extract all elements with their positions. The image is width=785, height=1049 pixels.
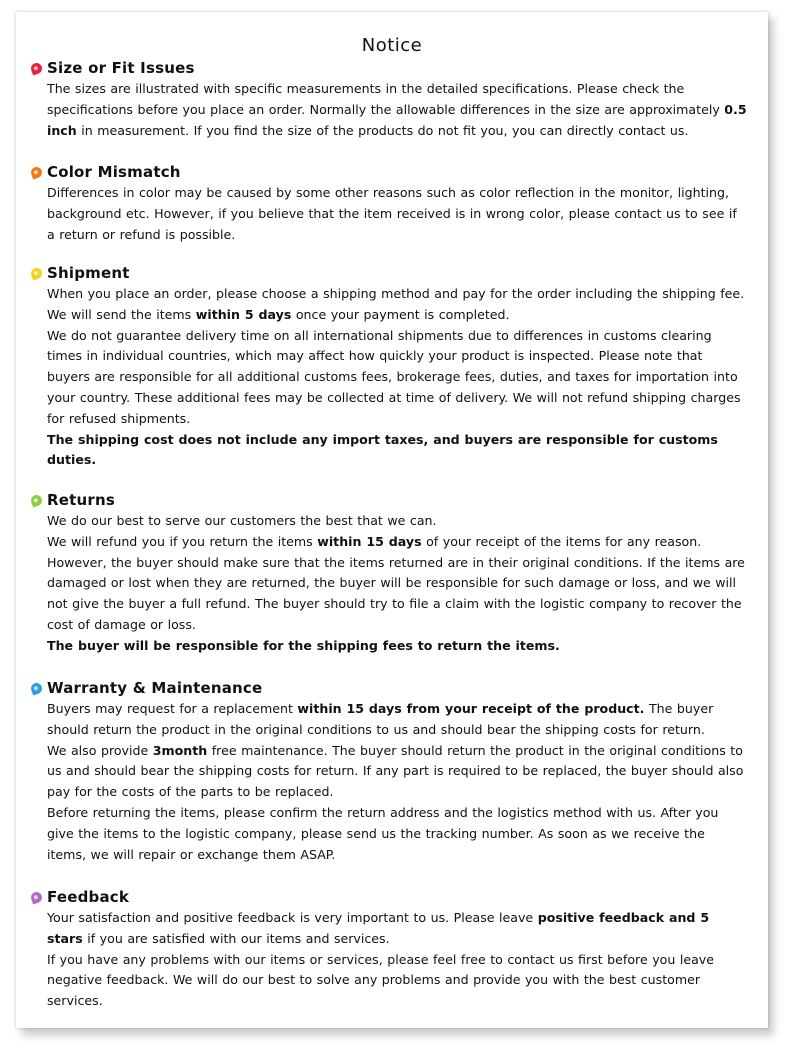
paragraph: The buyer will be responsible for the shipping fees to return the items. [47,637,560,653]
section-title: Shipment [47,264,130,282]
section-warranty [16,679,768,865]
paragraph: Before returning the items, please confirm the return address and the logistics method with us. After you give the items to the logistic company, please send us the tracking number. As soon as we receive the items, we will repair or exchange them ASAP. [47,804,719,862]
section-header [16,163,768,183]
section-body [47,908,747,1012]
section-header [16,679,768,699]
section-title: Warranty & Maintenance [47,679,263,697]
paragraph: We also provide 3month free maintenance. The buyer should return the product in the original conditions to us and should bear the shipping costs for return. If any part is required to be replaced, the buyer should also pay for the costs of the parts to be replaced. [47,742,744,800]
section-feedback [16,888,768,1012]
section-title: Size or Fit Issues [47,59,195,77]
page-title: Notice [361,35,423,56]
section-shipment [16,264,768,471]
bullet-icon [29,493,43,507]
paragraph: We do not guarantee delivery time on all international shipments due to differences in customs clearing times in individual countries, which may affect how quickly your product is inspected. Please note that buyers are responsible for all additional customs fees, brokerage fees, duties, and taxes for importation into your country. These additional fees may be collected at time of delivery. We will not refund shipping charges for refused shipments. [47,327,741,426]
paragraph: Your satisfaction and positive feedback is very important to us. Please leave positive feedback and 5 stars if you are satisfied with our items and services. [47,910,710,946]
notice-card [16,12,768,1028]
paragraph: When you place an order, please choose a shipping method and pay for the order including the shipping fee. We will send the items within 5 days once your payment is completed. [47,286,745,322]
paragraph: We will refund you if you return the items within 15 days of your receipt of the items for any reason. However, the buyer should make sure that the items returned are in their original conditions. If the items are damaged or lost when they are returned, the buyer will be responsible for such damage or loss, and we will not give the buyer a full refund. The buyer should try to file a claim with the logistic company to recover the cost of damage or loss. [47,533,745,632]
section-body [47,699,747,865]
section-color [16,163,768,245]
section-returns [16,491,768,657]
section-header [16,491,768,511]
paragraph: Differences in color may be caused by some other reasons such as color reflection in the monitor, lighting, background etc. However, if you believe that the item received is in wrong color, please contact us to see if a return or refund is possible. [47,185,737,242]
section-body [47,183,747,245]
bullet-icon [29,165,43,179]
section-title: Color Mismatch [47,163,181,181]
section-header [16,264,768,284]
section-body [47,79,747,141]
section-title: Feedback [47,888,130,906]
paragraph: Buyers may request for a replacement within 15 days from your receipt of the product. The buyer should return the product in the original conditions to us and should bear the shipping costs for return. [47,701,714,737]
section-header [16,888,768,908]
paragraph: The sizes are illustrated with specific measurements in the detailed specifications. Please check the specifications before you place an order. Normally the allowable differences in the size are approximately 0.5 inch in measurement. If you find the size of the products do not fit you, you can directly contact us. [47,81,747,138]
section-body [47,284,747,471]
bullet-icon [29,890,43,904]
section-body [47,511,747,657]
bullet-icon [29,681,43,695]
section-header [16,59,768,79]
bullet-icon [29,61,43,75]
section-title: Returns [47,491,115,509]
paragraph: The shipping cost does not include any import taxes, and buyers are responsible for customs duties. [47,431,718,468]
bullet-icon [29,266,43,280]
paragraph: If you have any problems with our items or services, please feel free to contact us first before you leave negative feedback. We will do our best to solve any problems and provide you with the best customer services. [47,951,715,1009]
section-size [16,59,768,141]
paragraph: We do our best to serve our customers the best that we can. [47,513,437,528]
